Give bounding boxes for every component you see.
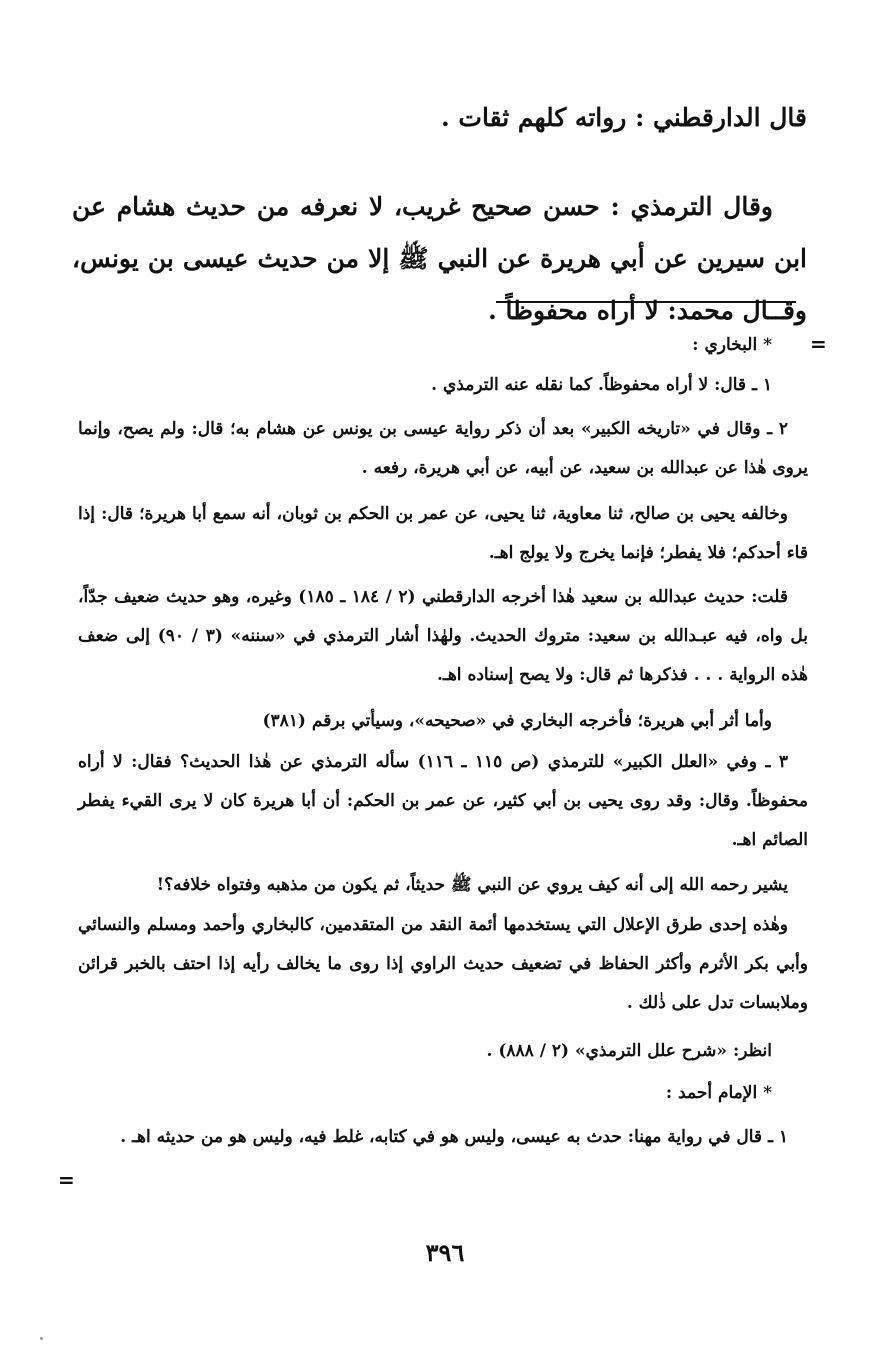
footnote-paragraph: وأما أثر أبي هريرة؛ فأخرجه البخاري في «صحيحه»، وسيأتي برقم (٣٨١) [262,711,772,731]
footnote-separator-rule [496,301,796,303]
continuation-mark-top: = [810,332,827,356]
footnote-paragraph: انظر: «شرح علل الترمذي» (٢ / ٨٨٨) . [486,1041,772,1061]
main-text-paragraph: وقال الترمذي : حسن صحيح غريب، لا نعرفه من حديث هشام عن ابن سيرين عن أبي هريرة عن النبي ﷺ إلا من حديث عيسى بن يونس، وقــال محمد: لا أراه محفوظاً . [72,192,807,325]
footnote-heading-ahmad: * الإمام أحمد : [665,1083,772,1103]
footnote-paragraph: ٢ ـ وقال في «تاريخه الكبير» بعد أن ذكر رواية عيسى بن يونس عن هشام به؛ قال: ولم يصح، وإنما يروى هٰذا عن عبدالله بن سعيد، عن أبيه، عن أبي هريرة، رفعه . [78,419,808,478]
page-number: ٣٩٦ [425,1238,465,1267]
scan-speck [40,1337,43,1340]
footnote-paragraph: ١ ـ قال: لا أراه محفوظاً. كما نقله عنه الترمذي . [431,375,772,395]
footnote-paragraph: ١ ـ قال في رواية مهنا: حدث به عيسى، وليس هو في كتابه، غلط فيه، وليس هو من حديثه اهـ . [120,1127,788,1147]
footnote-paragraph: وخالفه يحيى بن صالح، ثنا معاوية، ثنا يحيى، عن عمر بن الحكم بن ثوبان، أنه سمع أبا هريرة؛ قال: إذا قاء أحدكم؛ فلا يفطر؛ فإنما يخرج ولا يولج اهـ. [78,504,808,563]
footnote-paragraph: قلت: حديث عبدالله بن سعيد هٰذا أخرجه الدارقطني (٢ / ١٨٤ ـ ١٨٥) وغيره، وهو حديث ضعيف جدّاً، بل واه، فيه عبـدالله بن سعيد: متروك الحديث. ولهٰذا أشار الترمذي في «سننه» (٣ / ٩٠) إلى ضعف هٰذه الرواية . . . فذكرها ثم قال: ولا يصح إسناده اهـ. [78,587,808,685]
main-text-line-1: قال الدارقطني : رواته كلهم ثقات . [441,103,807,132]
footnote-paragraph: يشير رحمه الله إلى أنه كيف يروي عن النبي ﷺ حديثاً، ثم يكون من مذهبه وفتواه خلافه؟! [156,875,788,895]
footnote-paragraph: وهٰذه إحدى طرق الإعلال التي يستخدمها أئمة النقد من المتقدمين، كالبخاري وأحمد ومسلم والنسائي وأبي بكر الأثرم وأكثر الحفاظ في تضعيف حديث الراوي إذا روى ما يخالف رأيه إذا احتف بالخبر قرائن وملابسات تدل على ذٰلك . [78,915,808,1013]
continuation-mark-bottom: = [58,1168,75,1192]
footnote-paragraph: ٣ ـ وفي «العلل الكبير» للترمذي (ص ١١٥ ـ ١١٦) سأله الترمذي عن هٰذا الحديث؟ فقال: لا أراه محفوظاً. وقال: وقد روى يحيى بن أبي كثير، عن عمر بن الحكم: أن أبا هريرة كان لا يرى القيء يفطر الصائم اهـ. [78,752,808,850]
footnote-heading-bukhari: * البخاري : [692,335,772,355]
